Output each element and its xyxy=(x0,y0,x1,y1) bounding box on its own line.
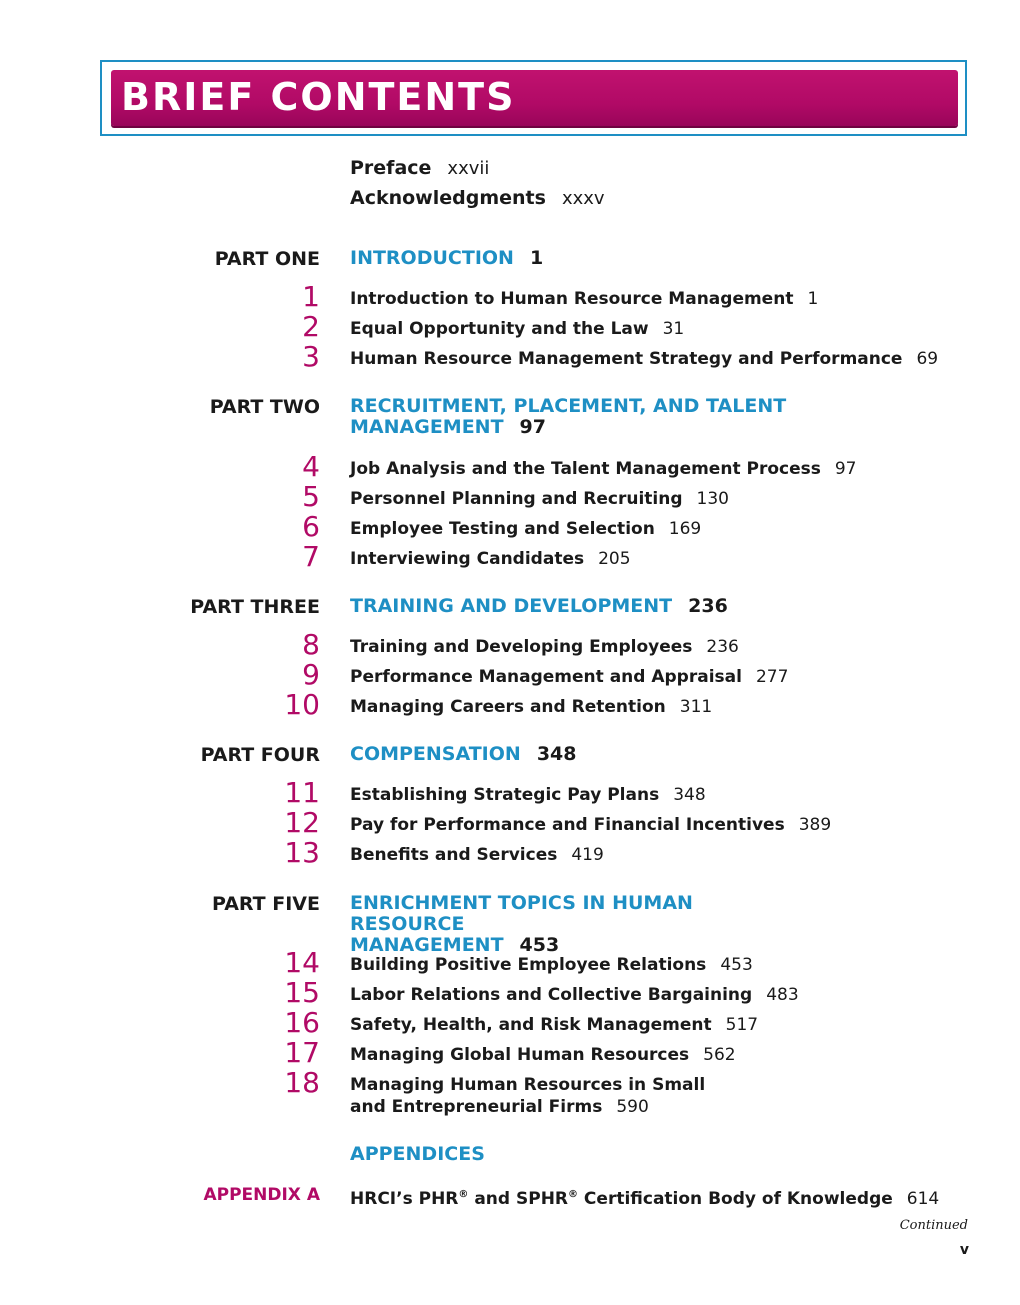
chapter-page: 205 xyxy=(598,549,631,569)
chapter-page: 1 xyxy=(807,289,819,309)
part-title-line: INTRODUCTION xyxy=(350,247,514,269)
chapter-entry xyxy=(350,488,970,510)
part-label: PART TWO xyxy=(209,396,320,418)
chapter-entry xyxy=(350,458,970,480)
chapter-title: Benefits and Services xyxy=(350,845,558,865)
chapter-entry xyxy=(350,348,970,370)
part-page: 1 xyxy=(529,247,544,269)
chapter-entry xyxy=(350,784,970,806)
front-page: xxxv xyxy=(561,188,605,209)
page-folio: v xyxy=(959,1242,969,1258)
chapter-title: Safety, Health, and Risk Management xyxy=(350,1015,712,1035)
chapter-entry xyxy=(350,814,970,836)
chapter-title: Pay for Performance and Financial Incentives xyxy=(350,815,785,835)
chapter-page: 389 xyxy=(798,815,832,835)
chapter-page: 277 xyxy=(755,667,789,687)
chapter-entry xyxy=(350,288,970,310)
chapter-number: 3 xyxy=(302,340,320,373)
chapter-number: 7 xyxy=(302,540,320,573)
appendices-heading: APPENDICES xyxy=(350,1143,485,1165)
part-title xyxy=(350,396,810,438)
chapter-page: 31 xyxy=(662,319,685,339)
chapter-page: 236 xyxy=(706,637,739,657)
front-title: Preface xyxy=(350,157,432,179)
chapter-title: Introduction to Human Resource Management xyxy=(350,289,794,309)
part-page: 348 xyxy=(536,743,577,765)
chapter-entry xyxy=(350,518,970,540)
part-label: PART ONE xyxy=(214,248,320,270)
front-title: Acknowledgments xyxy=(350,187,546,209)
chapter-number: 5 xyxy=(302,480,320,513)
chapter-title: Managing Careers and Retention xyxy=(350,697,666,717)
chapter-number: 13 xyxy=(284,836,320,869)
appendix-title-part: HRCI’s PHR xyxy=(350,1189,459,1209)
appendix-page: 614 xyxy=(906,1189,940,1209)
chapter-entry xyxy=(350,666,970,688)
chapter-number: 12 xyxy=(284,806,320,839)
part-title-line: COMPENSATION xyxy=(350,743,521,765)
part-label: PART FIVE xyxy=(212,893,320,915)
appendix-title-part: and SPHR xyxy=(468,1189,569,1209)
chapter-title: Personnel Planning and Recruiting xyxy=(350,489,683,509)
chapter-page: 590 xyxy=(616,1097,649,1117)
chapter-page: 562 xyxy=(703,1045,736,1065)
part-title xyxy=(350,248,810,269)
chapter-page: 311 xyxy=(679,697,713,717)
chapter-page: 517 xyxy=(725,1015,759,1035)
chapter-title-line: and Entrepreneurial Firms xyxy=(350,1097,603,1117)
chapter-entry xyxy=(350,954,970,976)
chapter-page: 419 xyxy=(571,845,604,865)
part-title-line: MANAGEMENT xyxy=(350,416,504,438)
chapter-title: Managing Global Human Resources xyxy=(350,1045,690,1065)
part-page: 453 xyxy=(519,934,560,956)
chapter-entry xyxy=(350,636,970,658)
part-title-line: MANAGEMENT xyxy=(350,934,504,956)
chapter-number: 15 xyxy=(284,976,320,1009)
title-banner xyxy=(111,70,958,126)
chapter-number: 18 xyxy=(284,1066,320,1099)
chapter-number: 9 xyxy=(302,658,320,691)
chapter-number: 17 xyxy=(284,1036,320,1069)
part-label: PART THREE xyxy=(190,596,320,618)
chapter-title: Building Positive Employee Relations xyxy=(350,955,707,975)
part-title xyxy=(350,893,810,956)
chapter-entry xyxy=(350,1044,970,1066)
appendix-label: APPENDIX A xyxy=(203,1185,320,1205)
chapter-title: Employee Testing and Selection xyxy=(350,519,655,539)
title-banner-frame xyxy=(100,60,967,136)
part-page: 97 xyxy=(519,416,546,438)
chapter-page: 453 xyxy=(720,955,753,975)
chapter-title: Job Analysis and the Talent Management Process xyxy=(350,459,821,479)
chapter-page: 97 xyxy=(834,459,857,479)
chapter-title: Interviewing Candidates xyxy=(350,549,585,569)
chapter-number: 10 xyxy=(284,688,320,721)
part-title-line: TRAINING AND DEVELOPMENT xyxy=(350,595,673,617)
chapter-title: Labor Relations and Collective Bargaining xyxy=(350,985,753,1005)
chapter-entry xyxy=(350,696,970,718)
registered-mark: ® xyxy=(568,1189,579,1200)
registered-mark: ® xyxy=(458,1189,469,1200)
appendix-entry xyxy=(350,1184,970,1210)
part-title xyxy=(350,744,810,765)
part-title-line: RECRUITMENT, PLACEMENT, AND TALENT xyxy=(350,395,787,417)
chapter-title-line: Managing Human Resources in Small xyxy=(350,1075,706,1095)
front-entry xyxy=(350,187,970,210)
part-label: PART FOUR xyxy=(200,744,320,766)
chapter-title: Equal Opportunity and the Law xyxy=(350,319,649,339)
front-page: xxvii xyxy=(447,158,490,179)
chapter-page: 130 xyxy=(696,489,729,509)
chapter-title: Performance Management and Appraisal xyxy=(350,667,742,687)
part-title-line: ENRICHMENT TOPICS IN HUMAN RESOURCE xyxy=(350,892,693,935)
chapter-entry xyxy=(350,844,970,866)
front-entry xyxy=(350,157,970,180)
chapter-page: 169 xyxy=(668,519,702,539)
chapter-number: 16 xyxy=(284,1006,320,1039)
chapter-page: 69 xyxy=(916,349,939,369)
part-page: 236 xyxy=(688,595,728,617)
chapter-number: 2 xyxy=(302,310,320,343)
part-title xyxy=(350,596,810,617)
chapter-entry xyxy=(350,1014,970,1036)
chapter-title: Training and Developing Employees xyxy=(350,637,693,657)
chapter-number: 14 xyxy=(284,946,320,979)
chapter-page: 348 xyxy=(673,785,706,805)
chapter-entry xyxy=(350,548,970,570)
chapter-entry xyxy=(350,318,970,340)
appendix-title-part: Certification Body of Knowledge xyxy=(578,1189,893,1209)
chapter-page: 483 xyxy=(766,985,799,1005)
chapter-number: 11 xyxy=(284,776,320,809)
continued-note: Continued xyxy=(899,1218,968,1233)
chapter-number: 4 xyxy=(302,450,320,483)
chapter-entry xyxy=(350,984,970,1006)
chapter-title: Establishing Strategic Pay Plans xyxy=(350,785,660,805)
chapter-number: 8 xyxy=(302,628,320,661)
chapter-title: Human Resource Management Strategy and Performance xyxy=(350,349,903,369)
chapter-number: 6 xyxy=(302,510,320,543)
page-title: BRIEF CONTENTS xyxy=(121,75,516,119)
chapter-number: 1 xyxy=(302,280,320,313)
chapter-entry xyxy=(350,1074,970,1118)
